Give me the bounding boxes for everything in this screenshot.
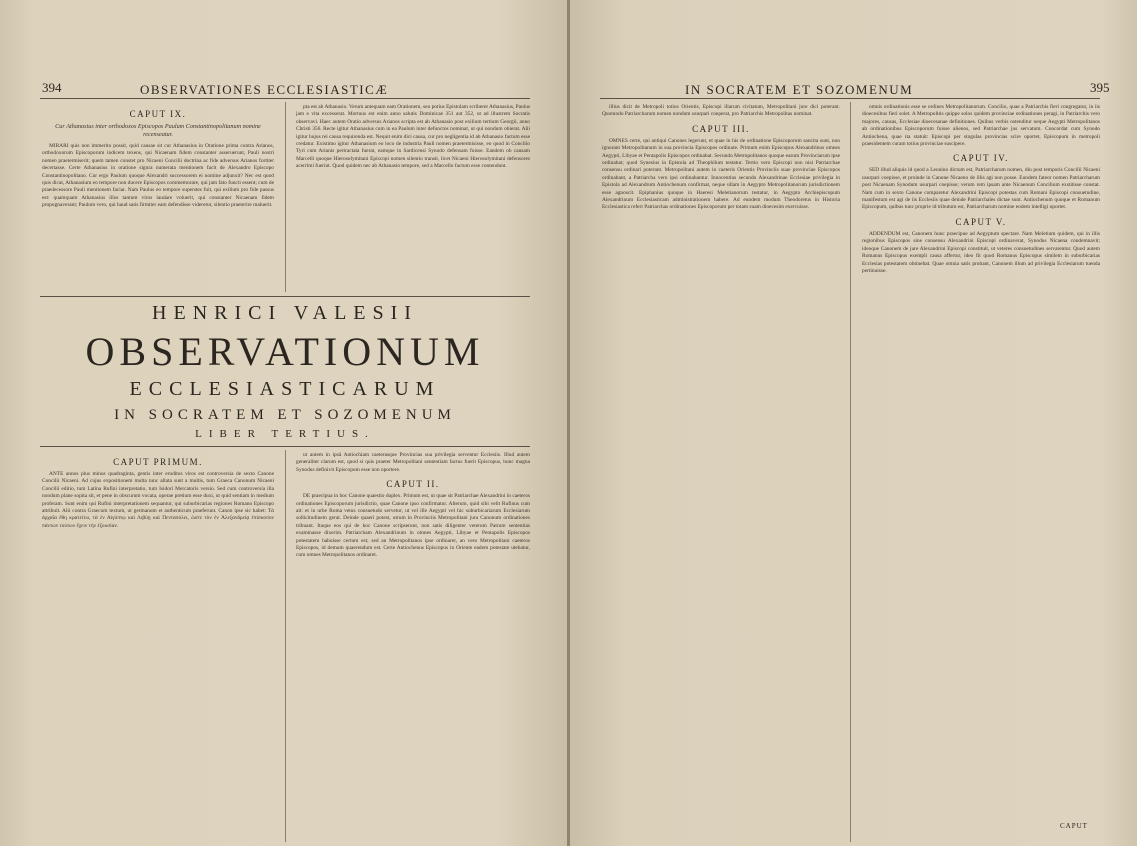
chapter-heading: CAPUT V.	[955, 216, 1007, 227]
body-text: illius dicit de Metropoli totius Orientis, Episcopi illarum civitatum, Metropolitani jure dici poterant. Quomodo Patriarcharum nomen nondum usurpari coeperat, pro Patriarchis Metropolitas nominat.	[602, 104, 840, 118]
body-text: ADDENDUM est, Canonem hunc praecipue ad Aegyptum spectare. Nam Meletium quidem, qui in illis regionibus Episcopos sine consensu Alexandrini Episcopi ordinaverat, Synodus Nicaena condemnavit; ideoque Canonem de jure Alexandrini Episcopi constituit, ut veteres consuetudines servarentur. Quod autem Romanus Episcopus exempli causa affertur, ideo fit quod Romanus Episcopus similem in suburbicarias Ecclesias potestatem obtinebat. Quae omnia satis probant, Canonem illum ad privilegia Ecclesiarum tuenda pertinuisse.	[862, 230, 1100, 274]
header-rule	[40, 98, 530, 99]
body-text: ut autem in ipsā Antiochiam caeterasque Provincias sua privilegia serventur Ecclesiis. Illud autem generaliter clarum est, quod si quis praeter Metropolitani sententiam factus fuerit Episcopus, hunc magna Synodus definivit Episcopum esse non oportere.	[296, 452, 530, 473]
body-text: ANTE annos plus minus quadraginta, gentis inter eruditos viros est controversia de sexto Canone Concilii Nicaeni. Ad cujus expositionem multa tunc allata sunt a multis, tum Graeca Canonum Nicaeni Concilii editio, tum Latina Rufini interpretatio, tum Isidori Mercatoris versio. Sed cum controversia illa nondum plane sopita sit, et pene in obscurum vocata, operae pretium esse duxi, ut quid sentiam in medium proferam. Sunt enim qui Rufini interpretationem sequantur, qui suburbicarias regiones Romano Episcopo attribuit. Alii contra Graecum textum, ut germanum et authenticum praeferunt. Canon ipse sic habet: Τὰ ἀρχαῖα ἔθη κρατείτω, τὰ ἐν Αἰγύπτῳ καὶ Λιβύῃ καὶ Πενταπόλει, ὥστε τὸν ἐν Ἀλεξανδρείᾳ ἐπίσκοπον πάντων τούτων ἔχειν τὴν ἐξουσίαν.	[42, 471, 274, 529]
section-rule-bottom	[40, 446, 530, 447]
body-text: DE praecipua in hoc Canone quaestio duplex. Primum est, ut quae sit Patriarchae Alexandrini in caeteros ordinationes Episcoporum jurisdictio, quae Canone ipso confirmatur. Alterum, quid sibi velit Rufinus cum ait: et in urbe Roma vetus consuetudo servetur, ut vel ille Aegypti vel hic suburbicariarum Ecclesiarum sollicitudinem gerat. Deinde quaeri potest, utrum in Provinciis Metropolitani jura Canonum ordinationes tribuant. Itaque eos qui de hoc Canone scripserunt, non satis diligenter veterum Patrum sententias examinasse dixerim. Patriarcham Alexandrinum in omnes Aegypti, Libyae et Pentapolis Episcopos potestatem habuisse certum est; sed an Metropolitanos ipse ordinaret, an vero Metropolitani caeteros Episcopos, id demum quaerendum est. Certe Antiochenus Episcopus in Oriente eadem potestate utebatur, cum omnes Metropolitanos ordinaret.	[296, 493, 530, 559]
chapter-summary: Cur Athanasius inter orthodoxos Episcopos Paulum Constantinopolitanum nomine recenseatur.	[55, 123, 261, 138]
chapter-heading: CAPUT II.	[386, 479, 440, 490]
body-text: omnis ordinationis esse se ordines Metropolitanorum. Concilio, quae a Patriarchis fieri congregatur, in iis dioecesibus fieri solet. A Metropolitis quippe solos quidem provinciae ordinationes peragi, in Patriarchis vero majores, causas, Ecclesiae dioecesanae definitiones. Quibus verbis ostenditur neque Aegypti Metropolitanos ab ordinationibus Episcoporum fuisse alienos, sed Patriarchae jus servatum. Concordat cum Synodo Antiochena, quae ita statuit: Episcopi per singulas provincias scire oportet, Episcopum in metropoli praesidentem curam totius provinciae suscipere.	[862, 104, 1100, 148]
body-text: OMNES certe, qui antiqui Canones legerunt, et quae in his de ordinatione Episcoporum sancita sunt, non ignorant Metropolitanum in sua provincia Episcopos ordinare. Primum enim Episcopus Alexandrinus omnes Aegypti, Libyae et Pentapolis Episcopos ordinabat. Secundo Metropolitanos quoque earum Provinciarum ipse ordinabat; quod Synesius in Epistola ad Theophilum testatur. Tertio vero Episcopi non nisi Patriarchae consensu ordinari poterant. Metropolitani autem in caeteris Orientis Provinciis suae provinciae Episcopos ordinabant, a Patriarcha vero ipsi ordinabantur. Innocentius secundo Alexandrinae Ecclesiae privilegia in Epistola ad Alexandrum Antiochenum confirmat, neque ullam in Aegypto Metropolitanorum jurisdictionem esse agnoscit. Epiphanius quoque in Haeresi Meletianorum testatur, in Aegypto Archiepiscopum Alexandrinum Ecclesiasticam administrationem habere. Ad eundem modum Theodoretus in Historia Ecclesiastica refert Patriarchas ordinationes Episcoporum per totam suam dioecesim exercuisse.	[602, 137, 840, 211]
chapter-heading: CAPUT IV.	[953, 153, 1009, 164]
column-divider	[285, 450, 286, 842]
column-4	[296, 452, 530, 842]
running-head: OBSERVATIONES ECCLESIASTICÆ	[140, 82, 389, 97]
header-rule	[600, 98, 1100, 99]
page-number: 394	[42, 80, 62, 95]
column-3	[42, 452, 274, 842]
section-rule	[40, 296, 530, 297]
running-head: IN SOCRATEM ET SOZOMENUM	[685, 82, 914, 97]
book-number: LIBER TERTIUS.	[195, 428, 375, 440]
chapter-heading: CAPUT PRIMUM.	[113, 457, 203, 467]
column-divider	[850, 102, 851, 842]
body-text: MIRARI quis non immerito possit, quid causae sit cur Athanasius in Oratione prima contra Arianos, orthodoxorum Episcoporum indicem texens, qui Nicaenam fidem constanter asseruerunt, Pauli nostri nomen praetermiserit; quem tamen constet pro Nicaeni Concilii doctrina ac fide adversus Arianos fortiter decertasse. Certe Athanasius in oratione sigura numerata mentionem facit de Alexandro Episcopo Constantinopolitano. Cur ergo Paulum quoque Alexandri successorem ei nomine adjunxit? Nec est quod quis dicat, Athanasium eo tempore non ducere Episcopos commemorare, qui jam fato functi essent; cum de praedecessore Pauli mentionem faciat. Nam Paulus eo tempore superstes fuit, qui exilium pro fide passus est: quamquam Athanasius illos tantum viros laudare voluerit, qui constanter Nicaenam fidem propugnaverant; Paulum vero, qui haud satis firmiter eam defendisse videretur, silentio praeterire maluerit.	[42, 143, 274, 209]
chapter-heading: CAPUT IX.	[129, 109, 187, 119]
column-1	[602, 104, 840, 842]
body-text: SED illud aliquis id quod a Leonino dictum est, Patriarcharum nomen, diu post temporis Concilii Nicaeni usurpari coepisse, et proinde in Canone Nicaeno de illis agi non posse. Eundem fateor nomen Patriarcharum post Nicaenam Synodum usurpari coepisse; verum rem ipsam ante Nicaenum Concilium exstitisse constat. Nam cum in sexto Canone comparetur Alexandrini Episcopi potestas cum Romani Episcopi consuetudine, manifestum est agi de iis Ecclesiis quae deinde Patriarchales dictae sunt. Antiochenum quoque et Romanum Episcopum, quibus tunc proprie id tributum est, Patriarcharum nomine eodem intelligi oportet.	[862, 167, 1100, 211]
body-text: pta est ab Athanasio. Verum antequam eam Orationem, seu potius Epistolam scriberet Athanasius, Paulus jam e vita excesserat. Mortuus est enim anno salutis Dominicae 351 aut 352, ut ad illustrem Socratis observavi. Haec autem Oratio adversus Arianos scripta est ab Athanasio post exilium tertium Georgii, anno Christi 356. Recte igitur Athanasius cum in ea Paulum inter defunctos nominat, ut qui nondum obierat. Alii igitur hujus rei causa requirenda est. Nequit enim dici causa, cur pro negligentia id ab Athanasio factum esse credatur. Existimo igitur Athanasium eo loco de industria Pauli nomen praetermisisse, eo quod in Concilio Tyri cum Arianis pertractata fuerat, eamque in Sardicensi Synodo defensam fuisse. Eandem ob causam Marcelli quoque Hierosolymitani Episcopi nomen silentio transit, licet Nicaeni Hierosolymitani defensores acerrimi fuerint. Quod quidem nec ab Athanasio tempore, sed a Marcello factum esse contendunt.	[296, 104, 530, 170]
column-divider	[285, 102, 286, 292]
column-2	[296, 104, 530, 290]
chapter-heading: CAPUT III.	[692, 123, 750, 134]
page-number: 395	[1090, 80, 1110, 95]
right-page	[570, 0, 1137, 846]
catchword: CAPUT	[1060, 822, 1088, 830]
book-title: OBSERVATIONUM	[85, 329, 485, 374]
column-1	[42, 104, 274, 290]
book-subtitle: IN SOCRATEM ET SOZOMENUM	[114, 407, 456, 423]
author-name: HENRICI VALESII	[152, 302, 418, 324]
column-2	[862, 104, 1100, 842]
left-page	[0, 0, 567, 846]
book-title-line2: ECCLESIASTICARUM	[129, 378, 441, 400]
